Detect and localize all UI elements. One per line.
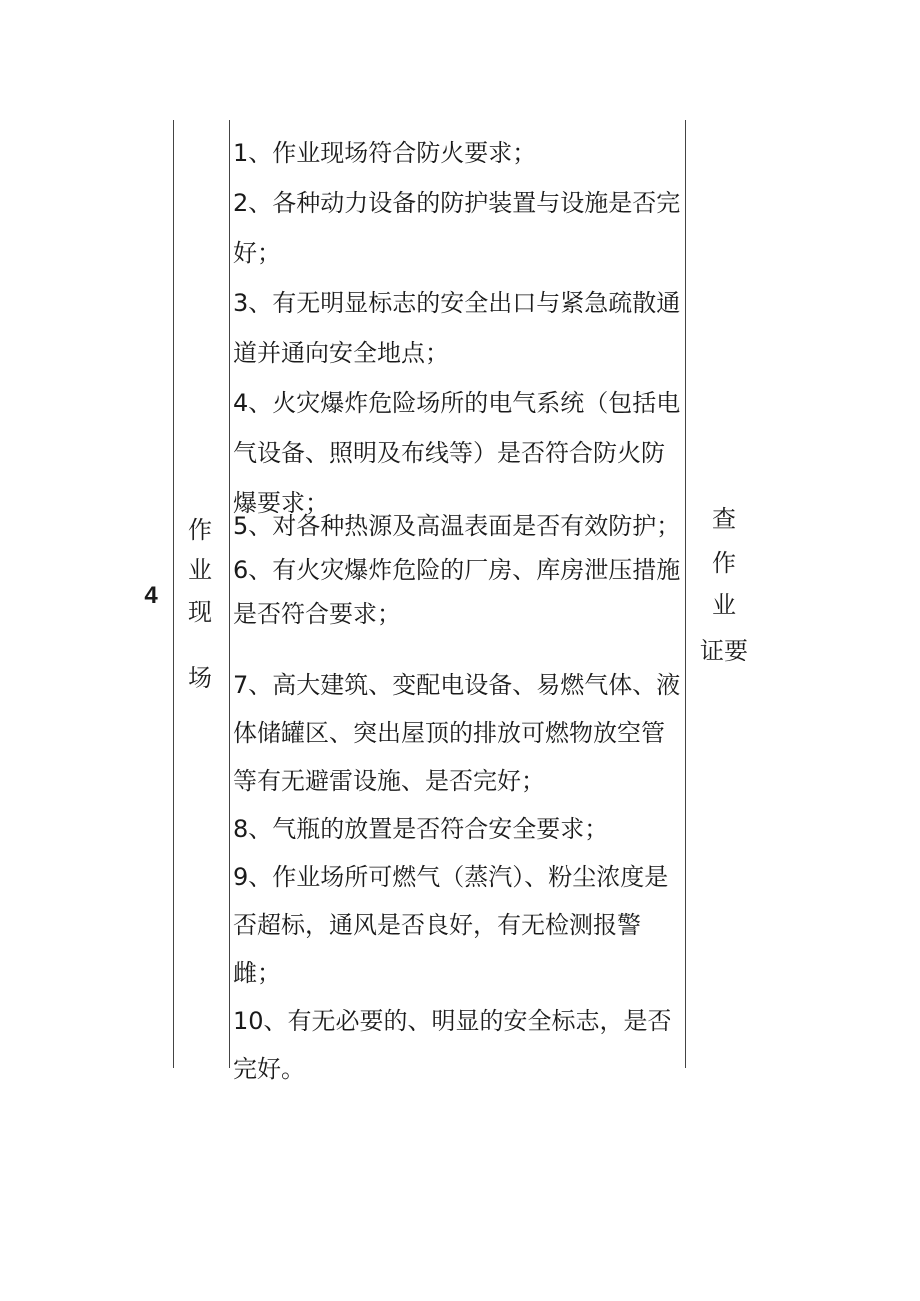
inspection-item: 3、有无明显标志的安全出口与紧急疏散通道并通向安全地点； — [233, 289, 681, 367]
method-char: 查 — [712, 505, 736, 533]
category-char: 现 — [188, 598, 212, 626]
inspection-item: 7、高大建筑、变配电设备、易燃气体、液体储罐区、突出屋顶的排放可燃物放空管等有无避雷设施、是否完好； — [233, 671, 681, 795]
inspection-item: 4、火灾爆炸危险场所的电气系统（包括电气设备、照明及布线等）是否符合防火防爆要求； — [233, 389, 681, 517]
inspection-item: 8、气瓶的放置是否符合安全要求； — [233, 815, 609, 843]
table-border-category — [229, 120, 230, 1068]
inspection-items-upper — [233, 128, 685, 517]
inspection-items-middle — [233, 504, 685, 634]
method-char: 作 — [712, 549, 736, 577]
table-border-left — [173, 120, 174, 1068]
inspection-item: 5、对各种热源及高温表面是否有效防护； — [233, 512, 681, 540]
inspection-item: 1、作业现场符合防火要求； — [233, 139, 537, 167]
category-char: 场 — [188, 664, 212, 692]
inspection-items-lower — [233, 661, 685, 1083]
inspection-method-cell — [698, 498, 750, 665]
method-char: 证要 — [700, 637, 748, 665]
method-char: 业 — [712, 591, 736, 619]
category-char: 业 — [188, 556, 212, 584]
category-char: 作 — [188, 516, 212, 544]
inspection-item: 10、有无必要的、明显的安全标志，是否完好。 — [233, 1007, 672, 1083]
inspection-item: 2、各种动力设备的防护装置与设施是否完好； — [233, 189, 681, 267]
inspection-item: 9、作业场所可燃气（蒸汽）、粉尘浓度是否超标，通风是否良好，有无检测报警雌； — [233, 863, 669, 987]
table-border-items — [685, 120, 686, 1068]
row-number: 4 — [144, 582, 158, 609]
inspection-item: 6、有火灾爆炸危险的厂房、库房泄压措施是否符合要求； — [233, 556, 681, 628]
